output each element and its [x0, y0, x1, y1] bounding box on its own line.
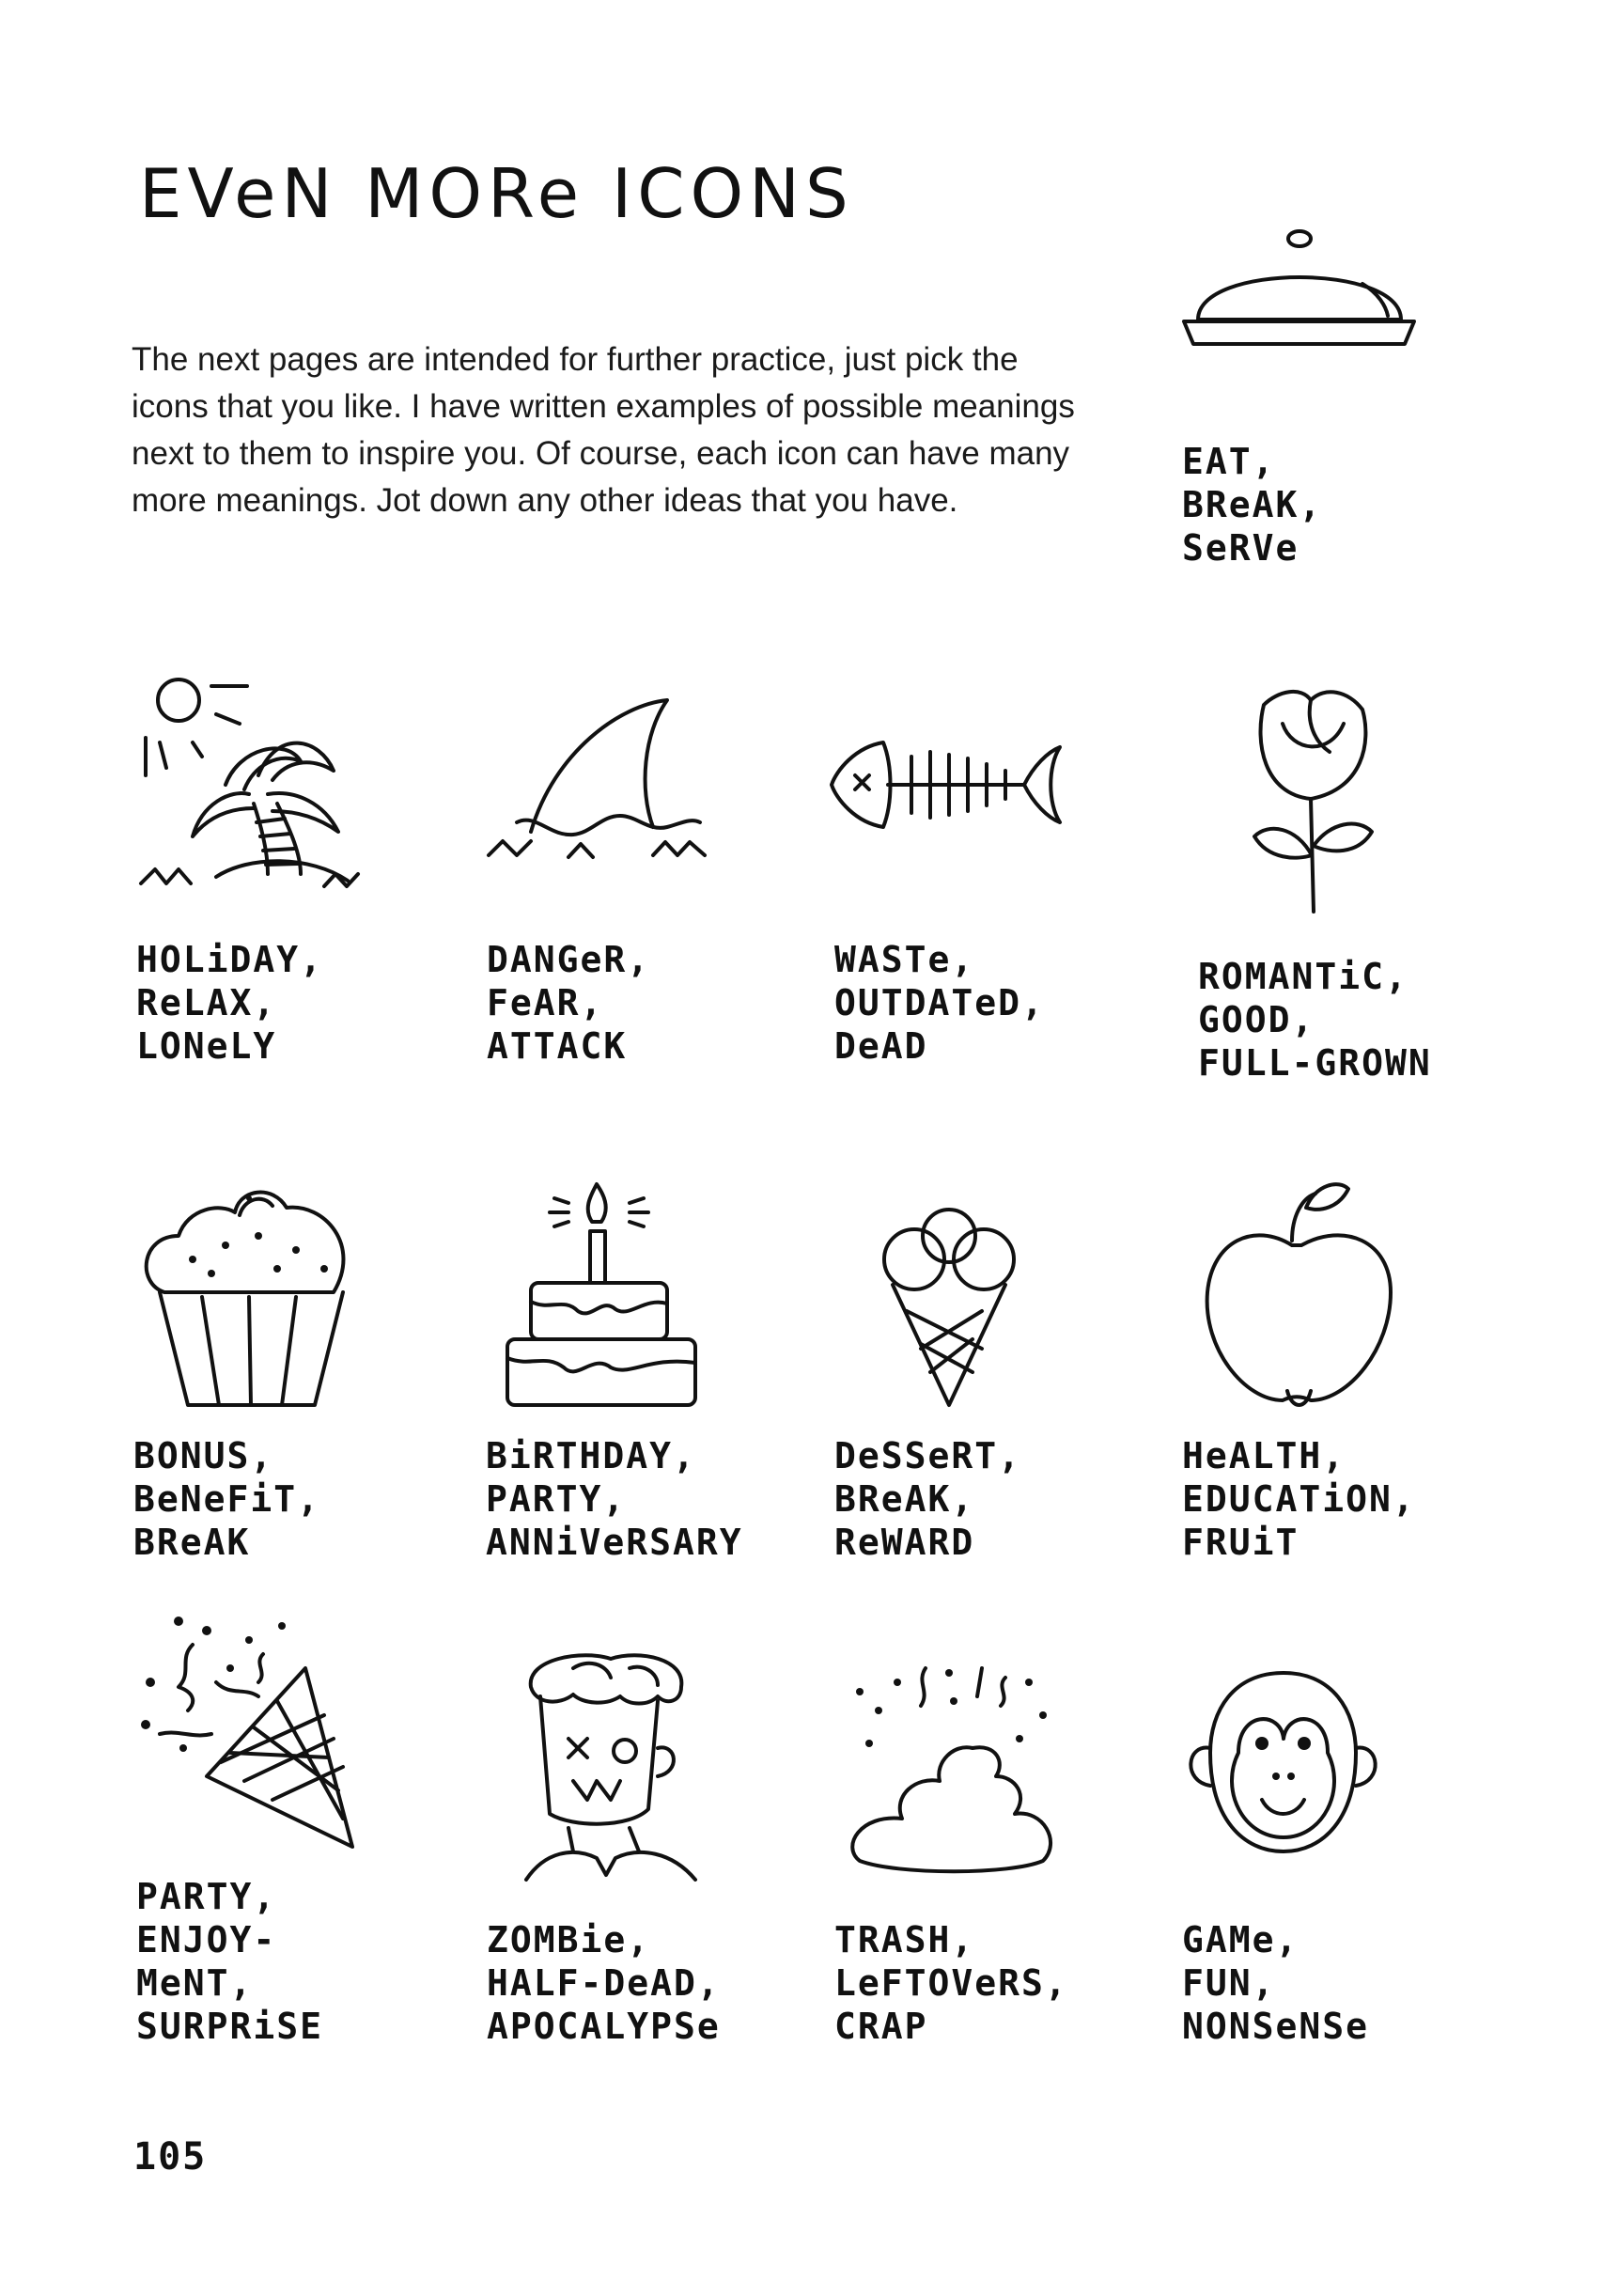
serving-dish-icon — [1179, 226, 1419, 357]
caption-apple: HeALTH, EDUCATiON, FRUiT — [1182, 1435, 1416, 1563]
poop-icon — [841, 1663, 1057, 1880]
palm-island-icon — [136, 672, 362, 898]
caption-shark-fin: DANGeR, FeAR, ATTACK — [487, 939, 651, 1067]
zombie-icon — [517, 1649, 700, 1884]
caption-palm-island: HOLiDAY, ReLAX, LONeLY — [136, 939, 324, 1067]
page-title: EVeN MORe ICONS — [139, 154, 854, 233]
caption-rose: ROMANTiC, GOOD, FULL-GROWN — [1198, 956, 1432, 1084]
apple-icon — [1198, 1179, 1400, 1410]
monkey-icon — [1182, 1668, 1384, 1856]
caption-monkey: GAMe, FUN, NONSeNSe — [1182, 1919, 1370, 2047]
party-popper-icon — [141, 1617, 357, 1856]
caption-poop: TRASH, LeFTOVeRS, CRAP — [834, 1919, 1068, 2047]
intro-paragraph: The next pages are intended for further practice, just pick the icons that you like. I have written examples of possible meanings next to them to inspire you. Of course, each icon can have many more meanings. Jot down any other ideas that you have. — [132, 341, 1075, 519]
rose-icon — [1240, 686, 1381, 912]
ice-cream-cone-icon — [879, 1208, 1019, 1410]
page-number: 105 — [133, 2135, 208, 2179]
caption-birthday-cake: BiRTHDAY, PARTY, ANNiVeRSARY — [486, 1435, 743, 1563]
caption-cupcake: BONUS, BeNeFiT, BReAK — [133, 1435, 321, 1563]
fish-skeleton-icon — [827, 728, 1062, 841]
shark-fin-icon — [479, 695, 714, 874]
caption-party-popper: PARTY, ENJOY- MeNT, SURPRiSE — [136, 1876, 324, 2047]
caption-serving-dish: EAT, BReAK, SeRVe — [1182, 441, 1323, 569]
cupcake-icon — [136, 1179, 362, 1410]
caption-fish-skeleton: WASTe, OUTDATeD, DeAD — [834, 939, 1045, 1067]
caption-ice-cream: DeSSeRT, BReAK, ReWARD — [834, 1435, 1022, 1563]
caption-zombie: ZOMBie, HALF-DeAD, APOCALYPSe — [487, 1919, 721, 2047]
birthday-cake-icon — [498, 1179, 705, 1410]
